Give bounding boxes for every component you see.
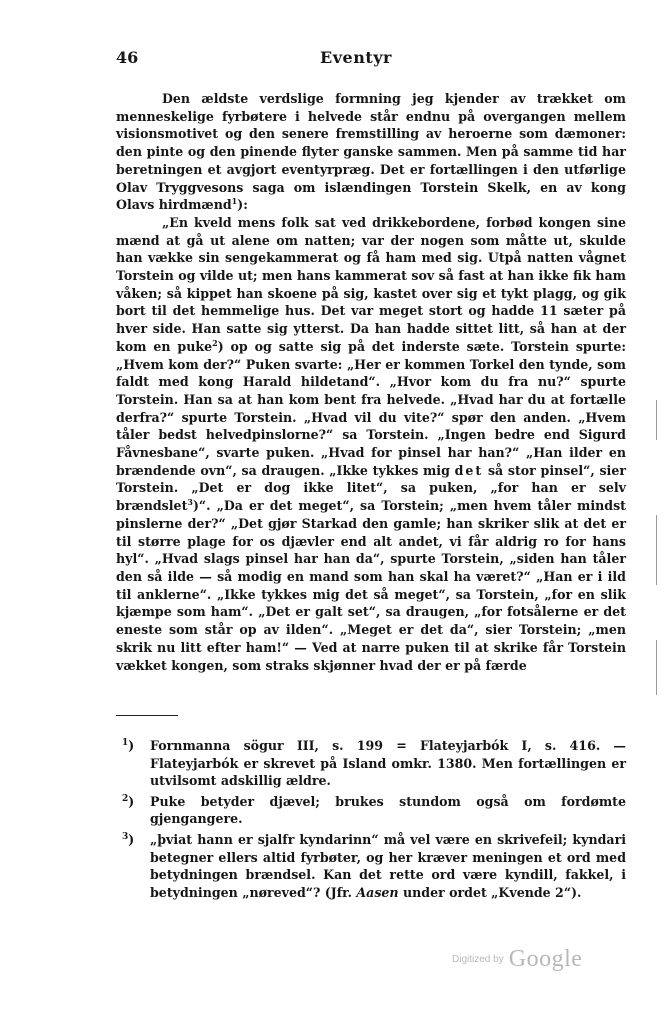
footnote-ref: 1 xyxy=(231,196,238,207)
footnote-run: kyndill xyxy=(504,867,554,883)
paragraph-quote xyxy=(116,214,626,674)
footnote-number: 1 xyxy=(122,738,129,748)
footnote-mark: $^1$) xyxy=(122,738,135,753)
footnote-text xyxy=(150,738,626,788)
text-run: ): xyxy=(237,197,248,213)
footnote xyxy=(116,793,626,828)
footnote-run: „þviat hann er sjalfr kyndarinn“ xyxy=(150,831,379,847)
text-run: Den ældste verdslige formning jeg kjender av trækket om menneskelige fyrbøtere i helvede står endnu på overgangen mellem visionsmotivet og den senere fremstilling av heroerne som dæmoner: den pinte og den pinende flyter ganske sammen. Men på samme tid har beretningen et avgjort eventyrpræg. Det er fortællingen i den utførlige Olav Tryggvesons saga om islændingen Torstein Skelk, en av kong Olavs hirdmænd xyxy=(116,91,626,213)
footnote xyxy=(116,737,626,790)
footnote-run: , fakkel, i betydningen „nøreved“? (Jfr. xyxy=(150,867,626,900)
footnote-number: 2 xyxy=(122,793,129,804)
text-run: så stor pinsel“, sier Torstein. „Det er dog ikke litet“, sa puken, „for han er selv brændslet xyxy=(116,462,626,514)
scan-edge-mark xyxy=(656,640,657,695)
footnote-run: betegner ellers altid fyrbøter, og her kræver meningen et ord med betydningen brændsel. Kan det rette ord være xyxy=(150,849,626,883)
watermark-prefix: Digitized by xyxy=(452,954,504,965)
footnote-mark: $^3$) xyxy=(122,831,135,847)
footnote xyxy=(116,831,626,901)
emphasis-spaced: det xyxy=(454,462,484,478)
text-run: )“. „Da er det meget“, sa Torstein; „men hvem tåler mindst pinslerne der?“ „Det gjør Starkad den gamle; han skriker slik at det er til større plage for os djævler end alt andet, vi får aldrig ro for hans hyl“. „Hvad slags pinsel har han da“, spurte Torstein, „siden han tåler den så ilde — så modig en mand som han skal ha været?“ „Han er i ild til anklerne“. „Ikke tykkes mig det så meget“, sa Torstein, „for en slik kjæmpe som ham“. „Det er galt set“, sa draugen, „for fotsålerne er det eneste som står op av ilden“. „Meget er det da“, sier Torstein; „men skrik nu litt efter ham!“ — Ved at narre puken til at skrike får Torstein vækket kongen, som straks skjønner hvad der er på færde xyxy=(116,498,626,673)
scan-edge-mark xyxy=(656,400,657,440)
running-title: Eventyr xyxy=(320,48,392,67)
page-number: 46 xyxy=(116,48,139,67)
footnote-run: må vel være en skrivefeil; xyxy=(378,831,573,847)
paragraph-intro xyxy=(116,90,626,214)
footnote-run: Puke betyder djævel; brukes stundom også om fordømte gjengangere. xyxy=(150,793,626,827)
footnote-run: Fornmanna sögur III, s. 199 = Flateyjarbók I, s. 416. — Flateyjarbók er skrevet på Island omkr. 1380. Men fortællingen er utvilsomt adskillig ældre. xyxy=(150,738,626,789)
footnote-run: Aasen xyxy=(356,884,399,900)
body-text xyxy=(116,90,626,674)
page-header xyxy=(116,48,596,70)
footnote-run: kyndari xyxy=(572,831,626,847)
footnote-run: under ordet „Kvende 2“). xyxy=(398,884,582,900)
footnote-number: 3 xyxy=(122,831,129,842)
watermark xyxy=(452,946,582,973)
footnote-ref: 3 xyxy=(187,497,193,508)
google-logo: Google xyxy=(508,946,583,972)
footnote-text xyxy=(150,832,626,900)
text-run: ) op og satte sig på det inderste sæte. Torstein spurte: „Hvem kom der?“ Puken svarte: „Her er kommen Torkel den tynde, som faldt med kong Harald hildetand“. „Hvor kom du fra nu?“ spurte Torstein. Han sa at han kom bent fra helvede. „Hvad har du at fortælle derfra?“ spurte Torstein. „Hvad vil du vite?“ spør den anden. „Hvem tåler bedst helvedpinslorne?“ sa Torstein. „Ingen bedre end Sigurd Fåvnesbane“, svarte puken. „Hvad for pinsel har han?“ „Han ilder en brændende ovn“, sa draugen. „Ikke tykkes mig xyxy=(116,338,627,478)
footnotes xyxy=(116,737,626,904)
footnote-text xyxy=(150,794,626,827)
text-run: „En kveld mens folk sat ved drikkebordene, forbød kongen sine mænd at gå ut alene om natten; var der nogen som måtte ut, skulde han vække sin sengekammerat og få ham med sig. Utpå natten vågnet Torstein og vilde ut; men hans kammerat sov så fast at han ikke fik ham våken; så kippet han skoene på sig, kastet over sig et tykt plagg, og gik bort til det hemmelige hus. Det var meget stort og hadde 11 sæter på hver side. Han satte sig ytterst. Da han hadde sittet litt, så han at der kom en puke xyxy=(116,214,626,354)
footnote-rule xyxy=(116,715,178,716)
footnote-mark: $^2$) xyxy=(122,793,135,809)
footnote-ref: 2 xyxy=(212,337,218,348)
scan-edge-mark xyxy=(656,515,657,585)
